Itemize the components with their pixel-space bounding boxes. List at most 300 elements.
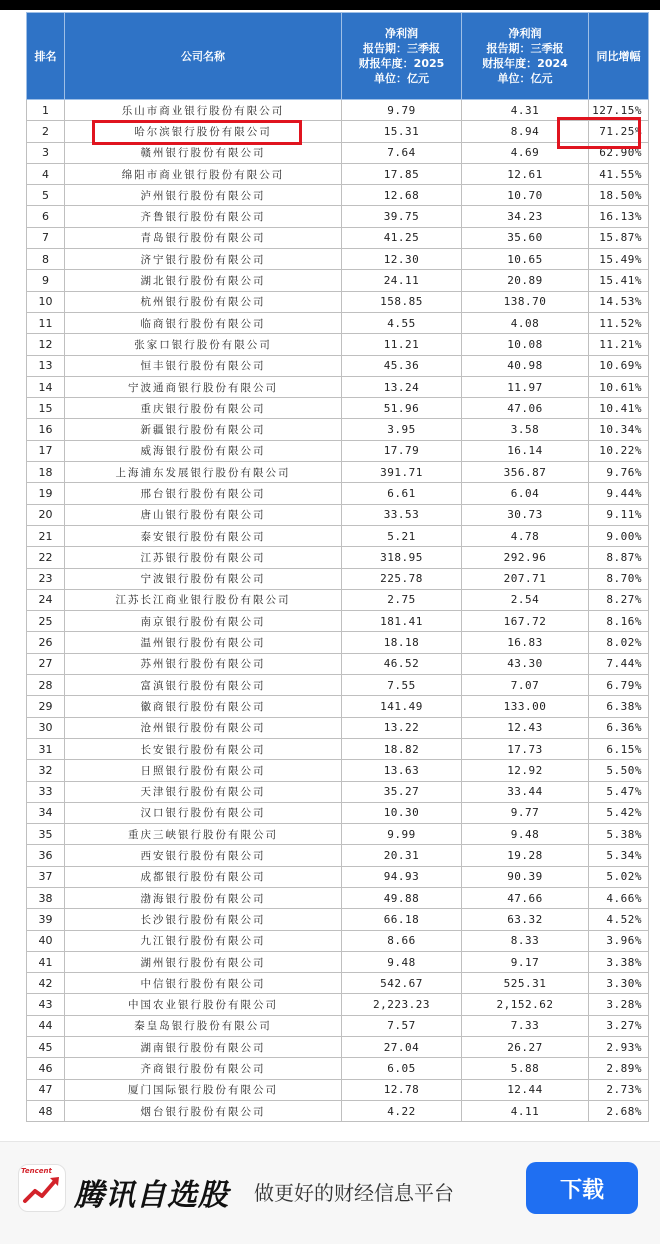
company-name-cell: 齐鲁银行股份有限公司 bbox=[65, 206, 342, 227]
rank-cell: 5 bbox=[27, 185, 65, 206]
profit-2024-cell: 4.31 bbox=[462, 100, 589, 121]
profit-2024-cell: 12.44 bbox=[462, 1079, 589, 1100]
yoy-growth-cell: 10.22% bbox=[589, 440, 649, 461]
table-row bbox=[27, 632, 649, 653]
profit-2024-cell: 47.66 bbox=[462, 887, 589, 908]
table-row bbox=[27, 462, 649, 483]
profit-2024-cell: 4.78 bbox=[462, 525, 589, 546]
profit-2024-cell: 12.61 bbox=[462, 163, 589, 184]
table-row bbox=[27, 1015, 649, 1036]
profit-2025-cell: 13.24 bbox=[342, 376, 462, 397]
header-2024 bbox=[462, 13, 589, 100]
profit-2025-cell: 4.22 bbox=[342, 1100, 462, 1121]
profit-2025-cell: 2.75 bbox=[342, 589, 462, 610]
rank-cell: 44 bbox=[27, 1015, 65, 1036]
profit-2025-cell: 9.79 bbox=[342, 100, 462, 121]
table-row bbox=[27, 398, 649, 419]
profit-2024-cell: 9.17 bbox=[462, 951, 589, 972]
table-row bbox=[27, 504, 649, 525]
rank-cell: 27 bbox=[27, 653, 65, 674]
profit-2024-cell: 33.44 bbox=[462, 781, 589, 802]
rank-cell: 31 bbox=[27, 738, 65, 759]
company-name-cell: 富滇银行股份有限公司 bbox=[65, 675, 342, 696]
profit-2025-cell: 9.99 bbox=[342, 824, 462, 845]
yoy-growth-cell: 127.15% bbox=[589, 100, 649, 121]
yoy-growth-cell: 18.50% bbox=[589, 185, 649, 206]
yoy-growth-cell: 8.70% bbox=[589, 568, 649, 589]
table-row bbox=[27, 675, 649, 696]
profit-2024-cell: 4.69 bbox=[462, 142, 589, 163]
profit-2024-cell: 4.11 bbox=[462, 1100, 589, 1121]
rank-cell: 16 bbox=[27, 419, 65, 440]
profit-2025-cell: 6.61 bbox=[342, 483, 462, 504]
table-row bbox=[27, 760, 649, 781]
profit-2024-cell: 8.94 bbox=[462, 121, 589, 142]
profit-2024-cell: 10.08 bbox=[462, 334, 589, 355]
table-row bbox=[27, 121, 649, 142]
rank-cell: 32 bbox=[27, 760, 65, 781]
table-row bbox=[27, 781, 649, 802]
rank-cell: 29 bbox=[27, 696, 65, 717]
header-2024-line: 单位：亿元 bbox=[497, 72, 553, 85]
company-name-cell: 张家口银行股份有限公司 bbox=[65, 334, 342, 355]
rank-cell: 30 bbox=[27, 717, 65, 738]
profit-2024-cell: 17.73 bbox=[462, 738, 589, 759]
company-name-cell: 渤海银行股份有限公司 bbox=[65, 887, 342, 908]
table-row bbox=[27, 249, 649, 270]
profit-2024-cell: 4.08 bbox=[462, 312, 589, 333]
company-name-cell: 成都银行股份有限公司 bbox=[65, 866, 342, 887]
company-name-cell: 哈尔滨银行股份有限公司 bbox=[65, 121, 342, 142]
profit-2024-cell: 63.32 bbox=[462, 909, 589, 930]
company-name-cell: 重庆银行股份有限公司 bbox=[65, 398, 342, 419]
table-row bbox=[27, 951, 649, 972]
yoy-growth-cell: 6.79% bbox=[589, 675, 649, 696]
profit-2024-cell: 7.07 bbox=[462, 675, 589, 696]
table-row bbox=[27, 483, 649, 504]
company-name-cell: 秦皇岛银行股份有限公司 bbox=[65, 1015, 342, 1036]
table-row bbox=[27, 100, 649, 121]
company-name-cell: 长沙银行股份有限公司 bbox=[65, 909, 342, 930]
company-name-cell: 中信银行股份有限公司 bbox=[65, 973, 342, 994]
profit-2025-cell: 6.05 bbox=[342, 1058, 462, 1079]
table-row bbox=[27, 334, 649, 355]
company-name-cell: 湖南银行股份有限公司 bbox=[65, 1037, 342, 1058]
rank-cell: 2 bbox=[27, 121, 65, 142]
company-name-cell: 南京银行股份有限公司 bbox=[65, 611, 342, 632]
table-row bbox=[27, 909, 649, 930]
profit-2025-cell: 49.88 bbox=[342, 887, 462, 908]
rank-cell: 17 bbox=[27, 440, 65, 461]
profit-2024-cell: 8.33 bbox=[462, 930, 589, 951]
company-name-cell: 徽商银行股份有限公司 bbox=[65, 696, 342, 717]
yoy-growth-cell: 11.52% bbox=[589, 312, 649, 333]
yoy-growth-cell: 9.00% bbox=[589, 525, 649, 546]
profit-2025-cell: 33.53 bbox=[342, 504, 462, 525]
company-name-cell: 中国农业银行股份有限公司 bbox=[65, 994, 342, 1015]
table-row bbox=[27, 696, 649, 717]
header-2024-line: 财报年度：2024 bbox=[482, 57, 568, 70]
rank-cell: 4 bbox=[27, 163, 65, 184]
yoy-growth-cell: 9.76% bbox=[589, 462, 649, 483]
header-yoy: 同比增幅 bbox=[589, 13, 649, 100]
yoy-growth-cell: 15.49% bbox=[589, 249, 649, 270]
rank-cell: 24 bbox=[27, 589, 65, 610]
table-row bbox=[27, 376, 649, 397]
yoy-growth-cell: 5.38% bbox=[589, 824, 649, 845]
profit-2024-cell: 9.48 bbox=[462, 824, 589, 845]
table-row bbox=[27, 185, 649, 206]
profit-2024-cell: 11.97 bbox=[462, 376, 589, 397]
company-name-cell: 九江银行股份有限公司 bbox=[65, 930, 342, 951]
rank-cell: 41 bbox=[27, 951, 65, 972]
yoy-growth-cell: 4.52% bbox=[589, 909, 649, 930]
profit-2025-cell: 318.95 bbox=[342, 547, 462, 568]
yoy-growth-cell: 71.25% bbox=[589, 121, 649, 142]
yoy-growth-cell: 5.47% bbox=[589, 781, 649, 802]
rank-cell: 18 bbox=[27, 462, 65, 483]
profit-2025-cell: 4.55 bbox=[342, 312, 462, 333]
profit-2025-cell: 18.82 bbox=[342, 738, 462, 759]
profit-2025-cell: 15.31 bbox=[342, 121, 462, 142]
company-name-cell: 唐山银行股份有限公司 bbox=[65, 504, 342, 525]
yoy-growth-cell: 15.41% bbox=[589, 270, 649, 291]
company-name-cell: 绵阳市商业银行股份有限公司 bbox=[65, 163, 342, 184]
yoy-growth-cell: 8.16% bbox=[589, 611, 649, 632]
rank-cell: 40 bbox=[27, 930, 65, 951]
company-name-cell: 赣州银行股份有限公司 bbox=[65, 142, 342, 163]
yoy-growth-cell: 8.27% bbox=[589, 589, 649, 610]
profit-2024-cell: 292.96 bbox=[462, 547, 589, 568]
profit-2024-cell: 40.98 bbox=[462, 355, 589, 376]
yoy-growth-cell: 6.38% bbox=[589, 696, 649, 717]
table-row bbox=[27, 1058, 649, 1079]
yoy-growth-cell: 11.21% bbox=[589, 334, 649, 355]
profit-2024-cell: 2.54 bbox=[462, 589, 589, 610]
profit-2025-cell: 12.30 bbox=[342, 249, 462, 270]
table-row bbox=[27, 611, 649, 632]
yoy-growth-cell: 7.44% bbox=[589, 653, 649, 674]
company-name-cell: 宁波银行股份有限公司 bbox=[65, 568, 342, 589]
table-row bbox=[27, 355, 649, 376]
rank-cell: 22 bbox=[27, 547, 65, 568]
table-row bbox=[27, 845, 649, 866]
rank-cell: 47 bbox=[27, 1079, 65, 1100]
profit-2025-cell: 12.78 bbox=[342, 1079, 462, 1100]
yoy-growth-cell: 5.34% bbox=[589, 845, 649, 866]
profit-2025-cell: 35.27 bbox=[342, 781, 462, 802]
yoy-growth-cell: 10.69% bbox=[589, 355, 649, 376]
yoy-growth-cell: 10.41% bbox=[589, 398, 649, 419]
company-name-cell: 威海银行股份有限公司 bbox=[65, 440, 342, 461]
profit-2025-cell: 181.41 bbox=[342, 611, 462, 632]
company-name-cell: 杭州银行股份有限公司 bbox=[65, 291, 342, 312]
header-company: 公司名称 bbox=[65, 13, 342, 100]
rank-cell: 10 bbox=[27, 291, 65, 312]
company-name-cell: 邢台银行股份有限公司 bbox=[65, 483, 342, 504]
profit-2025-cell: 13.22 bbox=[342, 717, 462, 738]
rank-cell: 48 bbox=[27, 1100, 65, 1121]
profit-2025-cell: 12.68 bbox=[342, 185, 462, 206]
profit-2025-cell: 391.71 bbox=[342, 462, 462, 483]
profit-2024-cell: 20.89 bbox=[462, 270, 589, 291]
rank-cell: 33 bbox=[27, 781, 65, 802]
profit-2025-cell: 46.52 bbox=[342, 653, 462, 674]
brand-name: 腾讯自选股 bbox=[74, 1178, 229, 1213]
profit-2025-cell: 27.04 bbox=[342, 1037, 462, 1058]
table-row bbox=[27, 887, 649, 908]
ranking-table-container bbox=[26, 12, 642, 1122]
table-row bbox=[27, 738, 649, 759]
profit-2025-cell: 3.95 bbox=[342, 419, 462, 440]
profit-2025-cell: 7.64 bbox=[342, 142, 462, 163]
profit-2024-cell: 26.27 bbox=[462, 1037, 589, 1058]
table-row bbox=[27, 312, 649, 333]
yoy-growth-cell: 16.13% bbox=[589, 206, 649, 227]
table-row bbox=[27, 547, 649, 568]
yoy-growth-cell: 6.15% bbox=[589, 738, 649, 759]
yoy-growth-cell: 14.53% bbox=[589, 291, 649, 312]
company-name-cell: 长安银行股份有限公司 bbox=[65, 738, 342, 759]
profit-2024-cell: 356.87 bbox=[462, 462, 589, 483]
rank-cell: 34 bbox=[27, 802, 65, 823]
header-2024-line: 报告期：三季报 bbox=[486, 42, 564, 55]
yoy-growth-cell: 2.89% bbox=[589, 1058, 649, 1079]
rank-cell: 11 bbox=[27, 312, 65, 333]
rank-cell: 23 bbox=[27, 568, 65, 589]
company-name-cell: 泰安银行股份有限公司 bbox=[65, 525, 342, 546]
profit-2024-cell: 7.33 bbox=[462, 1015, 589, 1036]
table-row bbox=[27, 824, 649, 845]
yoy-growth-cell: 9.11% bbox=[589, 504, 649, 525]
rank-cell: 12 bbox=[27, 334, 65, 355]
yoy-growth-cell: 2.93% bbox=[589, 1037, 649, 1058]
company-name-cell: 温州银行股份有限公司 bbox=[65, 632, 342, 653]
profit-2024-cell: 16.14 bbox=[462, 440, 589, 461]
profit-2024-cell: 10.65 bbox=[462, 249, 589, 270]
profit-2025-cell: 141.49 bbox=[342, 696, 462, 717]
rank-cell: 25 bbox=[27, 611, 65, 632]
profit-2024-cell: 12.92 bbox=[462, 760, 589, 781]
table-row bbox=[27, 525, 649, 546]
table-row bbox=[27, 440, 649, 461]
profit-2025-cell: 542.67 bbox=[342, 973, 462, 994]
header-rank: 排名 bbox=[27, 13, 65, 100]
company-name-cell: 西安银行股份有限公司 bbox=[65, 845, 342, 866]
yoy-growth-cell: 3.96% bbox=[589, 930, 649, 951]
profit-2024-cell: 138.70 bbox=[462, 291, 589, 312]
rank-cell: 46 bbox=[27, 1058, 65, 1079]
yoy-growth-cell: 5.50% bbox=[589, 760, 649, 781]
yoy-growth-cell: 8.02% bbox=[589, 632, 649, 653]
header-2024-line: 净利润 bbox=[508, 27, 542, 40]
profit-2024-cell: 133.00 bbox=[462, 696, 589, 717]
profit-2024-cell: 525.31 bbox=[462, 973, 589, 994]
table-row bbox=[27, 419, 649, 440]
table-row bbox=[27, 1100, 649, 1121]
profit-2025-cell: 39.75 bbox=[342, 206, 462, 227]
profit-2024-cell: 19.28 bbox=[462, 845, 589, 866]
rank-cell: 7 bbox=[27, 227, 65, 248]
company-name-cell: 湖北银行股份有限公司 bbox=[65, 270, 342, 291]
profit-2025-cell: 66.18 bbox=[342, 909, 462, 930]
header-2025-line: 单位：亿元 bbox=[374, 72, 429, 85]
profit-2024-cell: 10.70 bbox=[462, 185, 589, 206]
profit-2025-cell: 51.96 bbox=[342, 398, 462, 419]
yoy-growth-cell: 5.02% bbox=[589, 866, 649, 887]
rank-cell: 26 bbox=[27, 632, 65, 653]
company-name-cell: 苏州银行股份有限公司 bbox=[65, 653, 342, 674]
yoy-growth-cell: 3.27% bbox=[589, 1015, 649, 1036]
profit-2025-cell: 2,223.23 bbox=[342, 994, 462, 1015]
company-name-cell: 新疆银行股份有限公司 bbox=[65, 419, 342, 440]
company-name-cell: 汉口银行股份有限公司 bbox=[65, 802, 342, 823]
ranking-table bbox=[26, 12, 649, 1122]
rank-cell: 20 bbox=[27, 504, 65, 525]
yoy-growth-cell: 10.61% bbox=[589, 376, 649, 397]
rank-cell: 35 bbox=[27, 824, 65, 845]
profit-2024-cell: 47.06 bbox=[462, 398, 589, 419]
company-name-cell: 乐山市商业银行股份有限公司 bbox=[65, 100, 342, 121]
company-name-cell: 泸州银行股份有限公司 bbox=[65, 185, 342, 206]
company-name-cell: 天津银行股份有限公司 bbox=[65, 781, 342, 802]
company-name-cell: 江苏银行股份有限公司 bbox=[65, 547, 342, 568]
rank-cell: 14 bbox=[27, 376, 65, 397]
profit-2025-cell: 17.79 bbox=[342, 440, 462, 461]
yoy-growth-cell: 62.90% bbox=[589, 142, 649, 163]
rank-cell: 38 bbox=[27, 887, 65, 908]
company-name-cell: 宁波通商银行股份有限公司 bbox=[65, 376, 342, 397]
profit-2024-cell: 167.72 bbox=[462, 611, 589, 632]
rank-cell: 3 bbox=[27, 142, 65, 163]
rank-cell: 45 bbox=[27, 1037, 65, 1058]
profit-2024-cell: 3.58 bbox=[462, 419, 589, 440]
profit-2024-cell: 43.30 bbox=[462, 653, 589, 674]
profit-2025-cell: 18.18 bbox=[342, 632, 462, 653]
yoy-growth-cell: 3.28% bbox=[589, 994, 649, 1015]
rank-cell: 6 bbox=[27, 206, 65, 227]
profit-2024-cell: 5.88 bbox=[462, 1058, 589, 1079]
yoy-growth-cell: 4.66% bbox=[589, 887, 649, 908]
rank-cell: 36 bbox=[27, 845, 65, 866]
table-row bbox=[27, 270, 649, 291]
profit-2024-cell: 12.43 bbox=[462, 717, 589, 738]
table-row bbox=[27, 589, 649, 610]
table-body bbox=[27, 100, 649, 1122]
yoy-growth-cell: 3.38% bbox=[589, 951, 649, 972]
table-row bbox=[27, 291, 649, 312]
company-name-cell: 齐商银行股份有限公司 bbox=[65, 1058, 342, 1079]
company-name-cell: 上海浦东发展银行股份有限公司 bbox=[65, 462, 342, 483]
company-name-cell: 厦门国际银行股份有限公司 bbox=[65, 1079, 342, 1100]
profit-2025-cell: 11.21 bbox=[342, 334, 462, 355]
yoy-growth-cell: 3.30% bbox=[589, 973, 649, 994]
profit-2024-cell: 35.60 bbox=[462, 227, 589, 248]
profit-2025-cell: 7.57 bbox=[342, 1015, 462, 1036]
yoy-growth-cell: 5.42% bbox=[589, 802, 649, 823]
table-row bbox=[27, 653, 649, 674]
company-name-cell: 重庆三峡银行股份有限公司 bbox=[65, 824, 342, 845]
yoy-growth-cell: 10.34% bbox=[589, 419, 649, 440]
profit-2024-cell: 90.39 bbox=[462, 866, 589, 887]
rank-cell: 13 bbox=[27, 355, 65, 376]
app-download-banner[interactable] bbox=[0, 1141, 660, 1244]
profit-2025-cell: 20.31 bbox=[342, 845, 462, 866]
rank-cell: 37 bbox=[27, 866, 65, 887]
profit-2025-cell: 8.66 bbox=[342, 930, 462, 951]
company-name-cell: 临商银行股份有限公司 bbox=[65, 312, 342, 333]
profit-2025-cell: 10.30 bbox=[342, 802, 462, 823]
tencent-stock-logo bbox=[18, 1164, 66, 1212]
profit-2025-cell: 45.36 bbox=[342, 355, 462, 376]
profit-2025-cell: 94.93 bbox=[342, 866, 462, 887]
rank-cell: 42 bbox=[27, 973, 65, 994]
yoy-growth-cell: 2.73% bbox=[589, 1079, 649, 1100]
profit-2024-cell: 6.04 bbox=[462, 483, 589, 504]
table-row bbox=[27, 930, 649, 951]
profit-2025-cell: 24.11 bbox=[342, 270, 462, 291]
table-row bbox=[27, 227, 649, 248]
brand-slogan: 做更好的财经信息平台 bbox=[254, 1181, 454, 1205]
profit-2024-cell: 207.71 bbox=[462, 568, 589, 589]
company-name-cell: 江苏长江商业银行股份有限公司 bbox=[65, 589, 342, 610]
rank-cell: 21 bbox=[27, 525, 65, 546]
table-row bbox=[27, 1037, 649, 1058]
profit-2025-cell: 7.55 bbox=[342, 675, 462, 696]
profit-2025-cell: 5.21 bbox=[342, 525, 462, 546]
table-row bbox=[27, 717, 649, 738]
table-row bbox=[27, 973, 649, 994]
yoy-growth-cell: 15.87% bbox=[589, 227, 649, 248]
company-name-cell: 湖州银行股份有限公司 bbox=[65, 951, 342, 972]
table-row bbox=[27, 866, 649, 887]
company-name-cell: 日照银行股份有限公司 bbox=[65, 760, 342, 781]
profit-2025-cell: 13.63 bbox=[342, 760, 462, 781]
header-2025-line: 报告期：三季报 bbox=[363, 42, 440, 55]
logo-text: Tencent bbox=[21, 1167, 52, 1175]
profit-2025-cell: 158.85 bbox=[342, 291, 462, 312]
table-row bbox=[27, 142, 649, 163]
table-row bbox=[27, 568, 649, 589]
rank-cell: 19 bbox=[27, 483, 65, 504]
profit-2025-cell: 9.48 bbox=[342, 951, 462, 972]
company-name-cell: 沧州银行股份有限公司 bbox=[65, 717, 342, 738]
rank-cell: 28 bbox=[27, 675, 65, 696]
yoy-growth-cell: 6.36% bbox=[589, 717, 649, 738]
download-button[interactable]: 下载 bbox=[526, 1162, 638, 1214]
table-row bbox=[27, 206, 649, 227]
header-2025-line: 净利润 bbox=[385, 27, 418, 40]
rank-cell: 15 bbox=[27, 398, 65, 419]
company-name-cell: 青岛银行股份有限公司 bbox=[65, 227, 342, 248]
profit-2025-cell: 17.85 bbox=[342, 163, 462, 184]
rank-cell: 8 bbox=[27, 249, 65, 270]
table-header-row bbox=[27, 13, 649, 100]
table-row bbox=[27, 1079, 649, 1100]
yoy-growth-cell: 2.68% bbox=[589, 1100, 649, 1121]
profit-2025-cell: 225.78 bbox=[342, 568, 462, 589]
yoy-growth-cell: 9.44% bbox=[589, 483, 649, 504]
table-row bbox=[27, 802, 649, 823]
table-row bbox=[27, 163, 649, 184]
rank-cell: 1 bbox=[27, 100, 65, 121]
rank-cell: 39 bbox=[27, 909, 65, 930]
profit-2024-cell: 2,152.62 bbox=[462, 994, 589, 1015]
header-2025 bbox=[342, 13, 462, 100]
status-bar bbox=[0, 0, 660, 10]
header-2025-line: 财报年度：2025 bbox=[358, 57, 445, 70]
company-name-cell: 济宁银行股份有限公司 bbox=[65, 249, 342, 270]
